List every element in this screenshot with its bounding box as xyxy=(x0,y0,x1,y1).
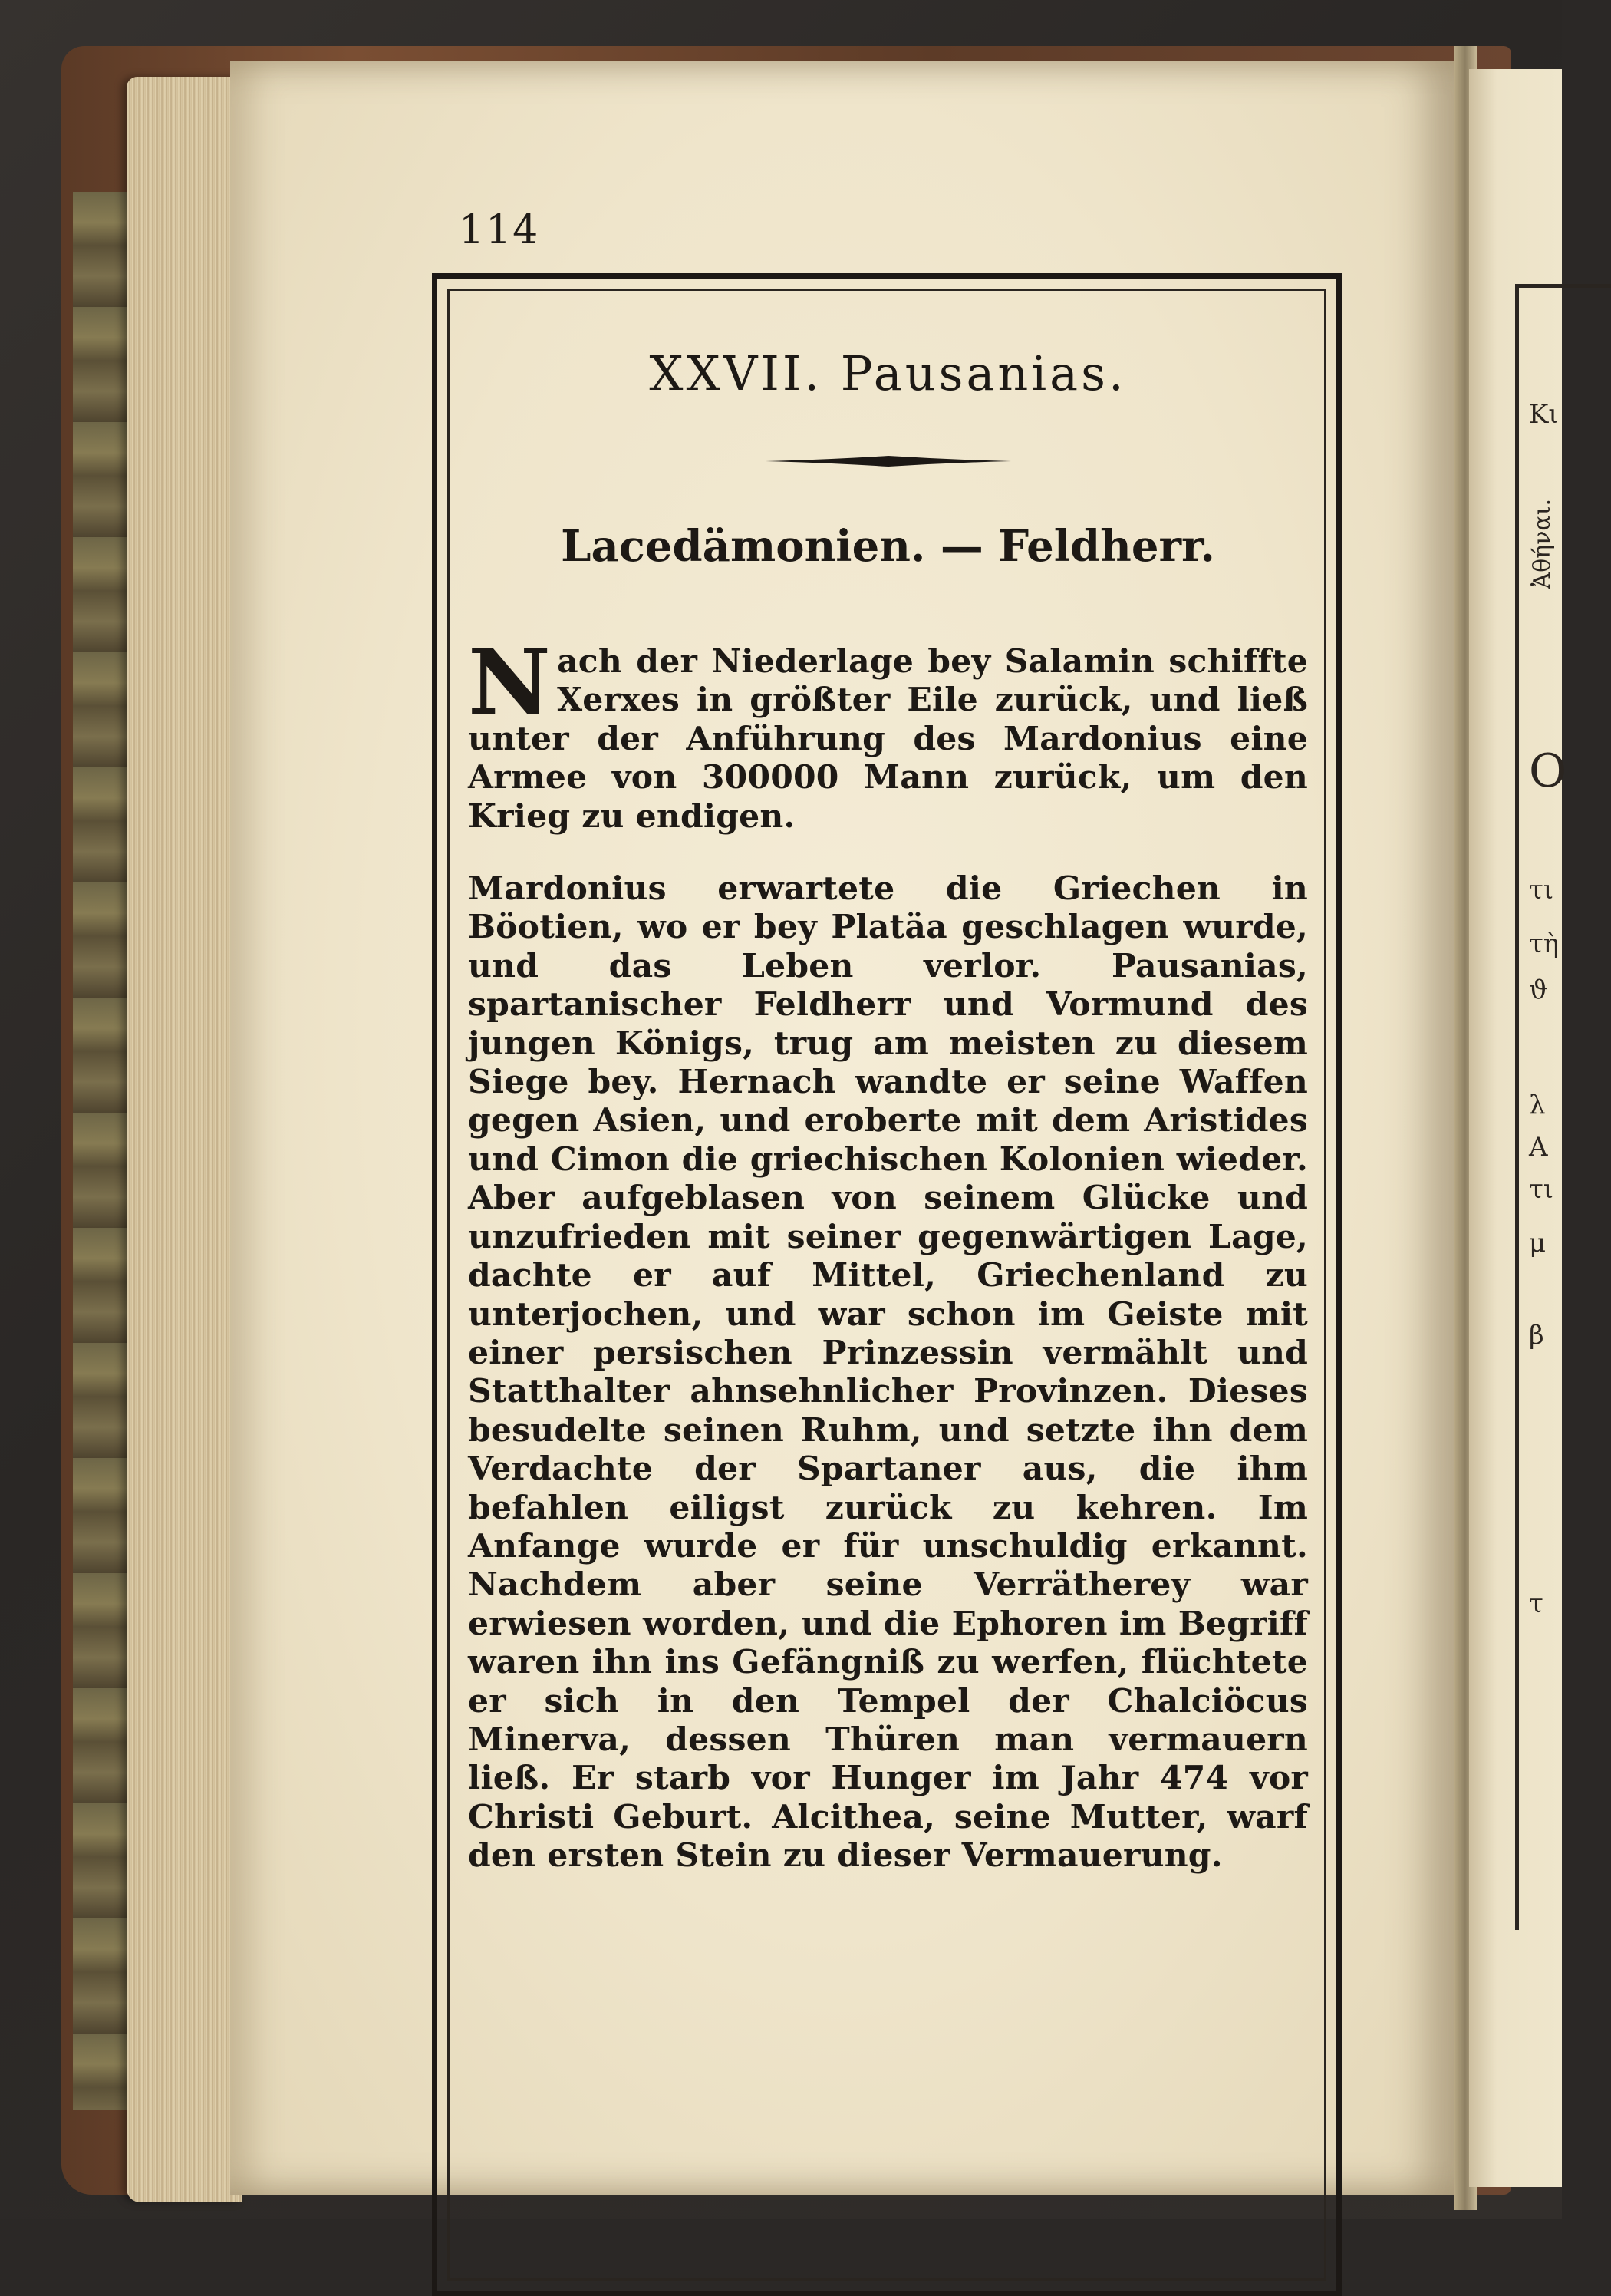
marbled-edge xyxy=(73,192,134,2110)
facing-fragment: μ xyxy=(1529,1228,1547,1259)
drop-cap: N xyxy=(468,628,552,735)
paragraph-1-text: ach der Niederlage bey Salamin schiffte Xerxes in größter Eile zurück, und ließ unter der Anführung des Mardonius eine Armee von 300000 Mann zurück, um den Krieg zu endigen. xyxy=(468,642,1308,836)
page-number: 114 xyxy=(459,207,540,253)
facing-fragment: ϑ xyxy=(1529,975,1548,1005)
facing-fragment: Ο xyxy=(1529,744,1567,798)
paragraph-2 xyxy=(468,869,1308,1875)
facing-fragment: Κι xyxy=(1529,399,1559,430)
facing-page xyxy=(1469,69,1567,2187)
chapter-subtitle: Lacedämonien. — Feldherr. xyxy=(561,521,1215,572)
facing-fragment: τι xyxy=(1529,875,1554,906)
facing-fragment: τι xyxy=(1529,1174,1554,1205)
divider-ornament xyxy=(766,455,1011,467)
page-edges xyxy=(127,77,242,2202)
page-content xyxy=(468,322,1308,1875)
facing-fragment: τὴ xyxy=(1529,929,1560,959)
facing-fragment: A xyxy=(1529,1132,1548,1163)
chapter-title: XXVII. Pausanias. xyxy=(649,345,1127,401)
facing-fragment: λ xyxy=(1529,1090,1546,1120)
facing-fragment: β xyxy=(1529,1320,1544,1351)
facing-fragment: Ἀθήναι. xyxy=(1529,499,1556,589)
paragraph-2-text: Mardonius erwartete die Griechen in Böotien, wo er bey Platäa geschlagen wurde, und das Leben verlor. Pausanias, spartanischer Feldherr und Vormund des jungen Königs, trug am meisten zu diesem Siege bey. Hernach wandte er seine Waffen gegen Asien, und eroberte mit dem Aristides und Cimon die griechischen Kolonien wieder. Aber aufgeblasen von seinem Glücke und unzufrieden mit seiner gegenwärtigen Lage, dachte er auf Mittel, Griechenland zu unterjochen, und war schon im Geiste mit einer persischen Prinzessin vermählt und Statthalter ahnsehnlicher Provinzen. Dieses besudelte seinen Ruhm, und setzte ihn dem Verdachte der Spartaner aus, die ihm befahlen eiligst zurück zu kehren. Im Anfange wurde er für unschuldig erkannt. Nachdem aber seine Verrätherey war erwiesen worden, und die Ephoren im Begriff waren ihn ins Gefängniß zu werfen, flüchtete er sich in den Tempel der Chalciöcus Minerva, dessen Thüren man vermauern ließ. Er starb vor Hunger im Jahr 474 vor Christi Geburt. Alcithea, seine Mutter, warf den ersten Stein zu dieser Vermauerung. xyxy=(468,869,1308,1875)
paragraph-1 xyxy=(468,628,1308,836)
facing-fragment: τ xyxy=(1529,1588,1543,1619)
